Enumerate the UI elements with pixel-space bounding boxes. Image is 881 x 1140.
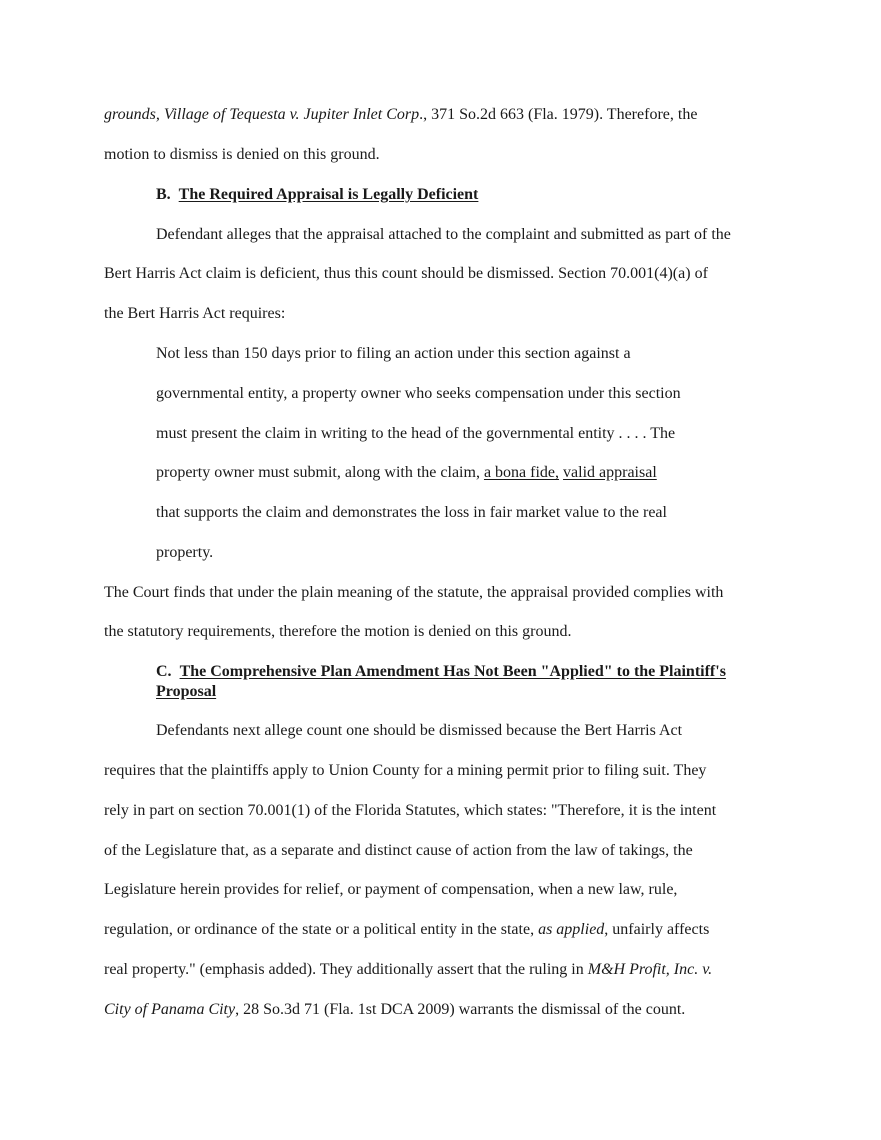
text-line: the statutory requirements, therefore the motion is denied on this ground. bbox=[104, 623, 572, 640]
text-line bbox=[104, 960, 712, 980]
citation-text: ., 371 So.2d 663 (Fla. 1979). Therefore, the bbox=[419, 106, 698, 123]
quote-text: property owner must submit, along with the claim, bbox=[156, 464, 484, 481]
quote-line: governmental entity, a property owner who seeks compensation under this section bbox=[156, 385, 681, 402]
case-citation-italic: grounds, Village of Tequesta v. Jupiter Inlet Corp bbox=[104, 106, 420, 123]
text-run: regulation, or ordinance of the state or a political entity in the state, bbox=[104, 921, 539, 938]
quote-line: must present the claim in writing to the head of the governmental entity . . . . The bbox=[156, 425, 676, 442]
section-c-heading-cont bbox=[156, 682, 216, 702]
section-title: The Required Appraisal is Legally Deficient bbox=[178, 186, 479, 203]
section-b-heading bbox=[156, 185, 478, 205]
underlined-phrase: a bona fide, bbox=[483, 464, 560, 481]
text-line: the Bert Harris Act requires: bbox=[104, 305, 286, 322]
text-line bbox=[104, 920, 709, 940]
text-line: rely in part on section 70.001(1) of the Florida Statutes, which states: "Therefore, it is the intent bbox=[104, 802, 717, 819]
text-line bbox=[104, 105, 697, 125]
text-line: Bert Harris Act claim is deficient, thus this count should be dismissed. Section 70.001(4)(a) of bbox=[104, 265, 708, 282]
text-line: The Court finds that under the plain meaning of the statute, the appraisal provided complies with bbox=[104, 584, 724, 601]
section-label: C. bbox=[156, 663, 172, 680]
section-c-heading bbox=[156, 662, 726, 682]
quote-line bbox=[156, 463, 657, 483]
text-line: Defendants next allege count one should be dismissed because the Bert Harris Act bbox=[156, 722, 683, 739]
section-title: The Comprehensive Plan Amendment Has Not Been "Applied" to the Plaintiff's bbox=[179, 663, 726, 680]
text-line: of the Legislature that, as a separate and distinct cause of action from the law of takings, the bbox=[104, 842, 693, 859]
text-line bbox=[104, 1000, 685, 1020]
emphasis-italic: as applied bbox=[538, 921, 605, 938]
case-citation-italic: M&H Profit, Inc. v. bbox=[587, 961, 713, 978]
text-run: real property." (emphasis added). They additionally assert that the ruling in bbox=[104, 961, 588, 978]
underlined-phrase: valid appraisal bbox=[563, 464, 657, 481]
text-run: , unfairly affects bbox=[604, 921, 710, 938]
case-citation-italic: City of Panama City bbox=[104, 1001, 236, 1018]
text-run: , 28 So.3d 71 (Fla. 1st DCA 2009) warrants the dismissal of the count. bbox=[235, 1001, 686, 1018]
text-line: Legislature herein provides for relief, or payment of compensation, when a new law, rule, bbox=[104, 881, 678, 898]
text-line: motion to dismiss is denied on this ground. bbox=[104, 146, 380, 163]
section-label: B. bbox=[156, 186, 171, 203]
text-line: Defendant alleges that the appraisal attached to the complaint and submitted as part of the bbox=[156, 226, 731, 243]
quote-line: Not less than 150 days prior to filing an action under this section against a bbox=[156, 345, 631, 362]
section-title: Proposal bbox=[156, 683, 217, 700]
quote-line: that supports the claim and demonstrates the loss in fair market value to the real bbox=[156, 504, 667, 521]
text-line: requires that the plaintiffs apply to Union County for a mining permit prior to filing suit. They bbox=[104, 762, 707, 779]
quote-line: property. bbox=[156, 544, 214, 561]
